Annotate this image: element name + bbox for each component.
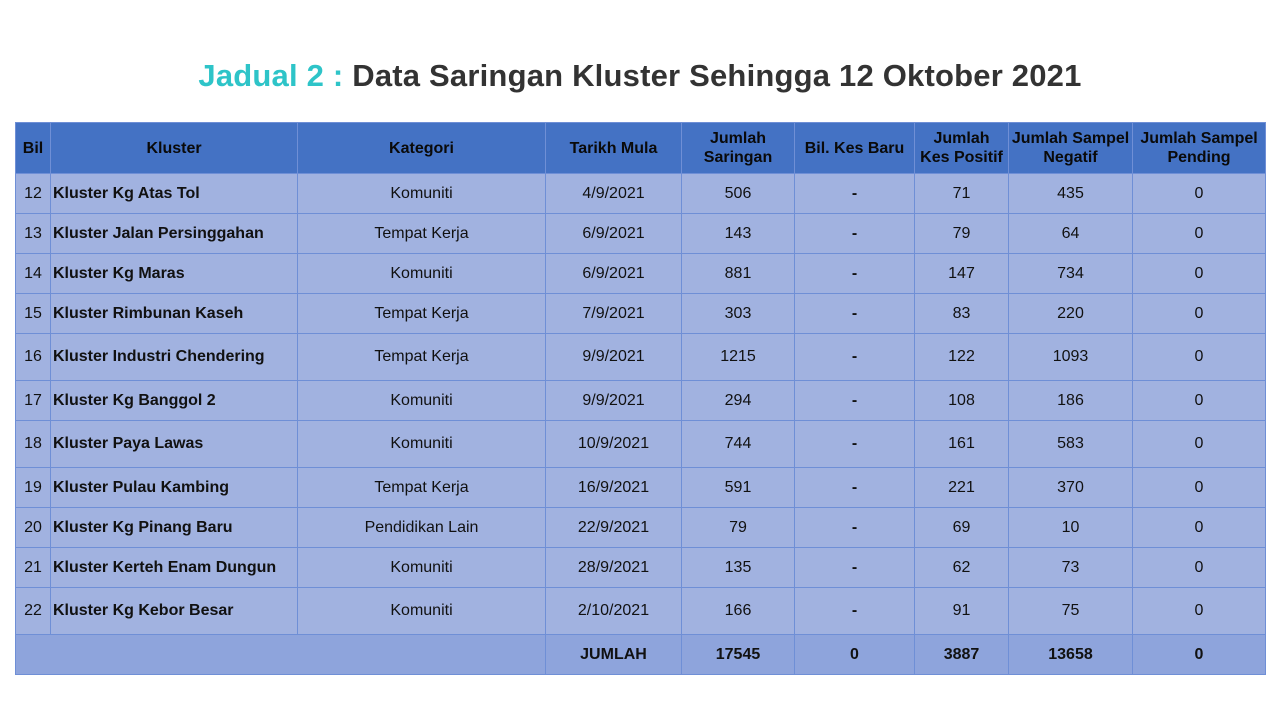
cell-jumlah-saringan: 303 [682,294,795,334]
table-row [16,421,1266,468]
cell-kluster: Kluster Kg Maras [51,254,298,294]
header-bil: Bil [16,123,51,174]
table-row [16,508,1266,548]
table-row [16,294,1266,334]
cell-kategori: Tempat Kerja [298,294,546,334]
cell-tarikh-mula: 9/9/2021 [546,334,682,381]
cell-jumlah-saringan: 1215 [682,334,795,381]
cell-jumlah-sampel-pending: 0 [1133,508,1266,548]
header-jumlah-sampel-negatif: Jumlah Sampel Negatif [1009,123,1133,174]
cell-jumlah-kes-positif: 83 [915,294,1009,334]
cell-jumlah-sampel-pending: 0 [1133,548,1266,588]
table-row [16,254,1266,294]
cell-kluster: Kluster Pulau Kambing [51,468,298,508]
cell-bil: 14 [16,254,51,294]
cluster-screening-table [15,122,1266,675]
cell-jumlah-saringan: 166 [682,588,795,635]
cell-bil: 20 [16,508,51,548]
cell-kategori: Tempat Kerja [298,214,546,254]
cell-tarikh-mula: 6/9/2021 [546,254,682,294]
cell-jumlah-kes-positif: 161 [915,421,1009,468]
cell-jumlah-kes-positif: 221 [915,468,1009,508]
cell-bil-kes-baru: - [795,294,915,334]
cell-tarikh-mula: 2/10/2021 [546,588,682,635]
cell-kategori: Komuniti [298,254,546,294]
cell-jumlah-sampel-negatif: 10 [1009,508,1133,548]
cell-kluster: Kluster Kg Kebor Besar [51,588,298,635]
cell-kluster: Kluster Paya Lawas [51,421,298,468]
cell-kluster: Kluster Rimbunan Kaseh [51,294,298,334]
cell-tarikh-mula: 10/9/2021 [546,421,682,468]
cell-jumlah-kes-positif: 69 [915,508,1009,548]
total-jumlah-sampel-negatif: 13658 [1009,635,1133,675]
total-label: JUMLAH [546,635,682,675]
cell-bil: 19 [16,468,51,508]
cell-tarikh-mula: 28/9/2021 [546,548,682,588]
cell-jumlah-sampel-pending: 0 [1133,214,1266,254]
title-text: Data Saringan Kluster Sehingga 12 Oktober 2021 [352,58,1082,93]
header-kategori: Kategori [298,123,546,174]
cell-kluster: Kluster Kg Pinang Baru [51,508,298,548]
table-row [16,548,1266,588]
cell-jumlah-sampel-pending: 0 [1133,294,1266,334]
header-tarikh-mula: Tarikh Mula [546,123,682,174]
cell-jumlah-saringan: 881 [682,254,795,294]
cell-bil: 22 [16,588,51,635]
cell-jumlah-kes-positif: 108 [915,381,1009,421]
table-row [16,214,1266,254]
cell-jumlah-sampel-negatif: 220 [1009,294,1133,334]
cell-jumlah-sampel-negatif: 1093 [1009,334,1133,381]
header-bil-kes-baru: Bil. Kes Baru [795,123,915,174]
cell-jumlah-saringan: 143 [682,214,795,254]
cell-kategori: Tempat Kerja [298,334,546,381]
total-jumlah-sampel-pending: 0 [1133,635,1266,675]
cell-jumlah-sampel-negatif: 186 [1009,381,1133,421]
cell-bil: 12 [16,174,51,214]
cell-bil-kes-baru: - [795,254,915,294]
cell-jumlah-sampel-pending: 0 [1133,588,1266,635]
cell-jumlah-sampel-negatif: 435 [1009,174,1133,214]
cell-tarikh-mula: 7/9/2021 [546,294,682,334]
cell-bil-kes-baru: - [795,381,915,421]
cell-bil-kes-baru: - [795,421,915,468]
cell-bil-kes-baru: - [795,588,915,635]
header-jumlah-kes-positif: Jumlah Kes Positif [915,123,1009,174]
cell-jumlah-kes-positif: 91 [915,588,1009,635]
cell-jumlah-saringan: 79 [682,508,795,548]
cell-bil: 21 [16,548,51,588]
cell-bil: 17 [16,381,51,421]
header-kluster: Kluster [51,123,298,174]
cell-tarikh-mula: 22/9/2021 [546,508,682,548]
title-prefix: Jadual 2 : [198,58,344,93]
cell-kategori: Tempat Kerja [298,468,546,508]
header-jumlah-sampel-pending: Jumlah Sampel Pending [1133,123,1266,174]
page-title [0,58,1280,94]
table-row [16,381,1266,421]
cell-jumlah-saringan: 591 [682,468,795,508]
cell-bil: 18 [16,421,51,468]
cell-jumlah-sampel-pending: 0 [1133,468,1266,508]
total-jumlah-saringan: 17545 [682,635,795,675]
cell-kategori: Komuniti [298,381,546,421]
cell-kategori: Pendidikan Lain [298,508,546,548]
cell-jumlah-sampel-pending: 0 [1133,174,1266,214]
cell-bil-kes-baru: - [795,508,915,548]
cell-jumlah-sampel-negatif: 734 [1009,254,1133,294]
cell-bil: 16 [16,334,51,381]
cell-kluster: Kluster Industri Chendering [51,334,298,381]
cell-jumlah-sampel-pending: 0 [1133,254,1266,294]
cell-jumlah-sampel-pending: 0 [1133,334,1266,381]
table-row [16,334,1266,381]
cell-jumlah-kes-positif: 62 [915,548,1009,588]
cell-bil-kes-baru: - [795,174,915,214]
cell-jumlah-saringan: 744 [682,421,795,468]
total-bil-kes-baru: 0 [795,635,915,675]
cell-bil-kes-baru: - [795,548,915,588]
cell-bil-kes-baru: - [795,468,915,508]
table-header-row [16,123,1266,174]
cell-jumlah-sampel-negatif: 75 [1009,588,1133,635]
total-jumlah-kes-positif: 3887 [915,635,1009,675]
cell-jumlah-sampel-pending: 0 [1133,421,1266,468]
table-row [16,468,1266,508]
cell-jumlah-saringan: 135 [682,548,795,588]
cell-jumlah-sampel-negatif: 64 [1009,214,1133,254]
cell-jumlah-sampel-pending: 0 [1133,381,1266,421]
cell-kluster: Kluster Kg Banggol 2 [51,381,298,421]
cell-jumlah-sampel-negatif: 370 [1009,468,1133,508]
cell-jumlah-kes-positif: 71 [915,174,1009,214]
cell-bil-kes-baru: - [795,214,915,254]
cell-jumlah-sampel-negatif: 73 [1009,548,1133,588]
cell-jumlah-saringan: 294 [682,381,795,421]
cell-tarikh-mula: 16/9/2021 [546,468,682,508]
header-jumlah-saringan: Jumlah Saringan [682,123,795,174]
table-row [16,174,1266,214]
table-row [16,588,1266,635]
cell-bil: 13 [16,214,51,254]
total-spacer [16,635,546,675]
cell-tarikh-mula: 4/9/2021 [546,174,682,214]
cell-jumlah-sampel-negatif: 583 [1009,421,1133,468]
total-row [16,635,1266,675]
cell-bil: 15 [16,294,51,334]
cell-jumlah-saringan: 506 [682,174,795,214]
cell-jumlah-kes-positif: 79 [915,214,1009,254]
cell-jumlah-kes-positif: 147 [915,254,1009,294]
cell-bil-kes-baru: - [795,334,915,381]
cell-kategori: Komuniti [298,588,546,635]
cell-tarikh-mula: 9/9/2021 [546,381,682,421]
cell-kategori: Komuniti [298,174,546,214]
cell-kluster: Kluster Jalan Persinggahan [51,214,298,254]
cell-kategori: Komuniti [298,548,546,588]
cell-kluster: Kluster Kg Atas Tol [51,174,298,214]
cell-tarikh-mula: 6/9/2021 [546,214,682,254]
cell-jumlah-kes-positif: 122 [915,334,1009,381]
cell-kategori: Komuniti [298,421,546,468]
cell-kluster: Kluster Kerteh Enam Dungun [51,548,298,588]
